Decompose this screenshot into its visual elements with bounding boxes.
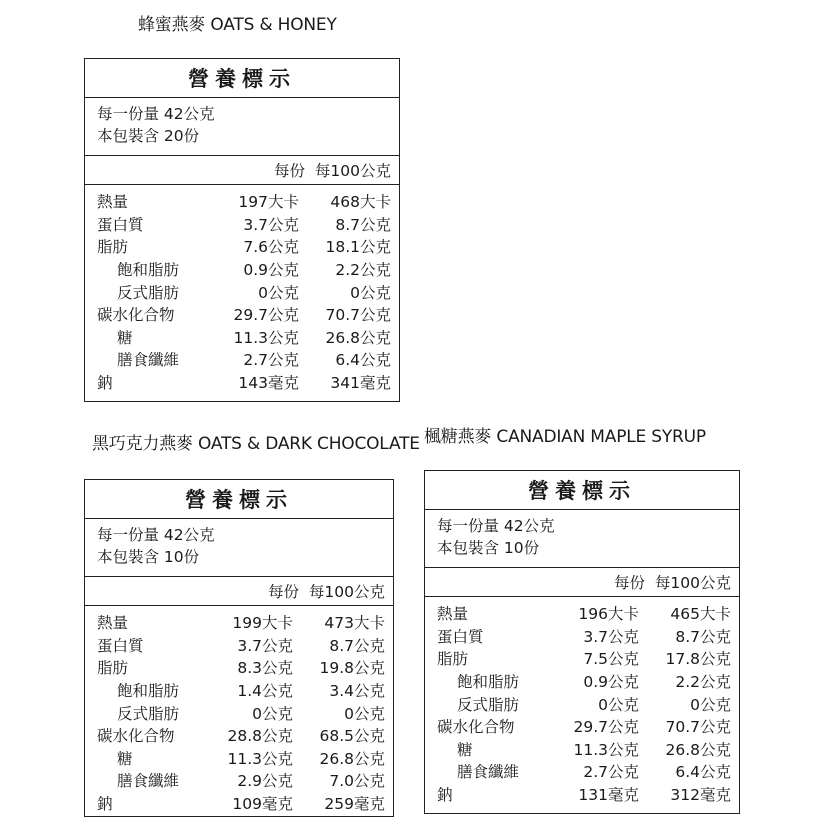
- value-per-serving: 0.9公克: [243, 261, 299, 280]
- nutrient-row: [85, 747, 393, 770]
- value-per-100g: 6.4公克: [675, 763, 731, 782]
- servings-per-pack: 本包裝含 10份: [437, 539, 540, 557]
- value-per-serving: 11.3公克: [227, 749, 293, 768]
- nutrient-row: [85, 611, 393, 634]
- value-per-100g: 6.4公克: [335, 351, 391, 370]
- nutrient-name: 脂肪: [97, 238, 129, 257]
- value-per-100g: 259毫克: [324, 795, 385, 814]
- nutrient-row: [85, 371, 399, 394]
- value-per-serving: 199大卡: [232, 614, 293, 633]
- nutrient-name: 熱量: [97, 614, 129, 633]
- nutrient-row: [425, 625, 739, 648]
- value-per-100g: 26.8公克: [325, 328, 391, 347]
- col-per-100g: 每100公克: [308, 583, 385, 601]
- label-header: 營養標示: [85, 59, 399, 98]
- value-per-100g: 2.2公克: [675, 673, 731, 692]
- value-per-serving: 2.7公克: [243, 351, 299, 370]
- nutrient-rows: [85, 185, 399, 393]
- nutrient-row: [425, 760, 739, 783]
- nutrient-row: [85, 213, 399, 236]
- col-per-serving: 每份: [613, 574, 645, 592]
- nutrient-name: 反式脂肪: [457, 695, 520, 714]
- nutrient-row: [85, 769, 393, 792]
- value-per-100g: 0公克: [350, 283, 391, 302]
- nutrient-row: [85, 724, 393, 747]
- serving-size: 每一份量 42公克: [97, 105, 215, 123]
- nutrient-name: 糖: [117, 749, 133, 768]
- nutrient-name: 碳水化合物: [97, 727, 175, 746]
- nutrient-row: [85, 701, 393, 724]
- nutrient-name: 熱量: [437, 605, 469, 624]
- nutrition-label-maple: [424, 470, 740, 814]
- value-per-100g: 8.7公克: [329, 636, 385, 655]
- serving-size: 每一份量 42公克: [97, 526, 215, 544]
- value-per-serving: 131毫克: [578, 786, 639, 805]
- value-per-serving: 11.3公克: [233, 328, 299, 347]
- value-per-100g: 17.8公克: [665, 650, 731, 669]
- nutrient-name: 蛋白質: [97, 215, 144, 234]
- nutrient-row: [85, 634, 393, 657]
- nutrient-row: [425, 783, 739, 806]
- nutrient-rows: [85, 606, 393, 814]
- serving-info: [85, 98, 399, 156]
- value-per-serving: 0公克: [252, 704, 293, 723]
- value-per-serving: 0公克: [258, 283, 299, 302]
- nutrient-row: [85, 348, 399, 371]
- serving-size: 每一份量 42公克: [437, 517, 555, 535]
- value-per-serving: 3.7公克: [243, 215, 299, 234]
- value-per-100g: 341毫克: [330, 374, 391, 393]
- value-per-100g: 70.7公克: [325, 306, 391, 325]
- col-per-serving: 每份: [273, 162, 305, 180]
- value-per-100g: 473大卡: [324, 614, 385, 633]
- nutrient-row: [425, 715, 739, 738]
- nutrient-name: 蛋白質: [437, 627, 484, 646]
- nutrient-row: [85, 280, 399, 303]
- value-per-100g: 0公克: [690, 695, 731, 714]
- col-per-100g: 每100公克: [314, 162, 391, 180]
- value-per-100g: 8.7公克: [675, 627, 731, 646]
- value-per-100g: 468大卡: [330, 193, 391, 212]
- value-per-100g: 68.5公克: [319, 727, 385, 746]
- value-per-100g: 465大卡: [670, 605, 731, 624]
- nutrition-label-dark-chocolate: [84, 479, 394, 817]
- nutrient-name: 膳食纖維: [117, 351, 180, 370]
- nutrient-name: 糖: [117, 328, 133, 347]
- product-title-honey: 蜂蜜燕麥 OATS & HONEY: [138, 15, 337, 35]
- value-per-serving: 0公克: [598, 695, 639, 714]
- nutrient-name: 鈉: [97, 374, 113, 393]
- product-title-maple: 楓糖燕麥 CANADIAN MAPLE SYRUP: [424, 427, 706, 447]
- col-per-serving: 每份: [267, 583, 299, 601]
- column-header: [85, 156, 399, 185]
- value-per-serving: 2.9公克: [237, 772, 293, 791]
- nutrient-row: [85, 792, 393, 815]
- value-per-100g: 70.7公克: [665, 718, 731, 737]
- nutrient-row: [425, 738, 739, 761]
- nutrient-name: 鈉: [97, 795, 113, 814]
- value-per-100g: 19.8公克: [319, 659, 385, 678]
- nutrient-name: 膳食纖維: [457, 763, 520, 782]
- nutrient-name: 糖: [457, 740, 473, 759]
- nutrient-row: [85, 326, 399, 349]
- value-per-serving: 29.7公克: [233, 306, 299, 325]
- nutrient-name: 飽和脂肪: [117, 261, 180, 280]
- nutrient-name: 鈉: [437, 786, 453, 805]
- value-per-100g: 26.8公克: [319, 749, 385, 768]
- value-per-serving: 8.3公克: [237, 659, 293, 678]
- label-header: 營養標示: [85, 480, 393, 519]
- value-per-100g: 8.7公克: [335, 215, 391, 234]
- label-header: 營養標示: [425, 471, 739, 510]
- nutrient-name: 反式脂肪: [117, 283, 180, 302]
- nutrient-name: 脂肪: [437, 650, 469, 669]
- value-per-100g: 312毫克: [670, 786, 731, 805]
- nutrient-name: 熱量: [97, 193, 129, 212]
- value-per-serving: 143毫克: [238, 374, 299, 393]
- col-per-100g: 每100公克: [654, 574, 731, 592]
- value-per-serving: 1.4公克: [237, 682, 293, 701]
- serving-info: [425, 510, 739, 568]
- value-per-100g: 18.1公克: [325, 238, 391, 257]
- value-per-serving: 28.8公克: [227, 727, 293, 746]
- servings-per-pack: 本包裝含 10份: [97, 548, 200, 566]
- nutrient-name: 膳食纖維: [117, 772, 180, 791]
- nutrient-row: [425, 670, 739, 693]
- nutrient-name: 碳水化合物: [97, 306, 175, 325]
- value-per-serving: 109毫克: [232, 795, 293, 814]
- value-per-serving: 2.7公克: [583, 763, 639, 782]
- nutrient-row: [85, 235, 399, 258]
- nutrient-rows: [425, 597, 739, 805]
- value-per-serving: 3.7公克: [237, 636, 293, 655]
- nutrient-row: [425, 692, 739, 715]
- value-per-serving: 11.3公克: [573, 740, 639, 759]
- value-per-serving: 0.9公克: [583, 673, 639, 692]
- value-per-100g: 3.4公克: [329, 682, 385, 701]
- nutrient-row: [85, 258, 399, 281]
- nutrient-name: 脂肪: [97, 659, 129, 678]
- value-per-serving: 196大卡: [578, 605, 639, 624]
- nutrient-row: [425, 602, 739, 625]
- nutrient-name: 飽和脂肪: [457, 673, 520, 692]
- nutrient-row: [85, 303, 399, 326]
- nutrient-name: 飽和脂肪: [117, 682, 180, 701]
- servings-per-pack: 本包裝含 20份: [97, 127, 200, 145]
- nutrition-label-honey: [84, 58, 400, 402]
- nutrient-name: 反式脂肪: [117, 704, 180, 723]
- nutrient-name: 蛋白質: [97, 636, 144, 655]
- nutrient-row: [85, 679, 393, 702]
- value-per-serving: 7.5公克: [583, 650, 639, 669]
- value-per-100g: 2.2公克: [335, 261, 391, 280]
- value-per-serving: 3.7公克: [583, 627, 639, 646]
- nutrient-row: [85, 190, 399, 213]
- value-per-serving: 7.6公克: [243, 238, 299, 257]
- serving-info: [85, 519, 393, 577]
- value-per-100g: 7.0公克: [329, 772, 385, 791]
- nutrient-row: [85, 656, 393, 679]
- nutrient-name: 碳水化合物: [437, 718, 515, 737]
- column-header: [85, 577, 393, 606]
- value-per-serving: 29.7公克: [573, 718, 639, 737]
- column-header: [425, 568, 739, 597]
- value-per-100g: 26.8公克: [665, 740, 731, 759]
- value-per-serving: 197大卡: [238, 193, 299, 212]
- value-per-100g: 0公克: [344, 704, 385, 723]
- product-title-dark-chocolate: 黑巧克力燕麥 OATS & DARK CHOCOLATE: [92, 434, 420, 454]
- nutrient-row: [425, 647, 739, 670]
